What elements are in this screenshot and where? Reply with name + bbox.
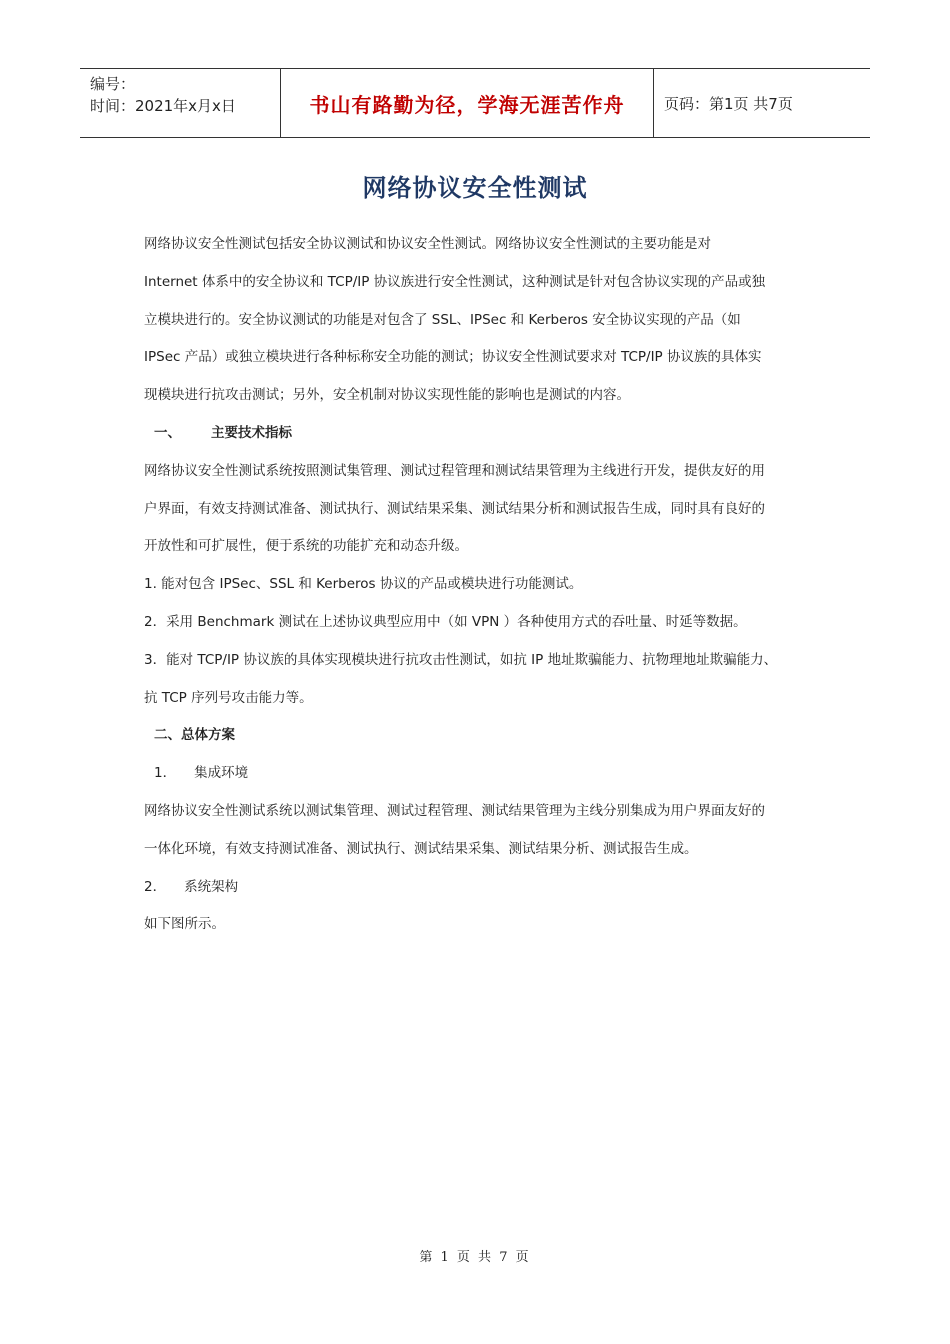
subsection-heading-1 <box>144 755 812 793</box>
document-number-label: 编号： <box>90 75 136 93</box>
intro-line: 现模块进行抗攻击测试；另外，安全机制对协议实现性能的影响也是测试的内容。 <box>144 387 630 404</box>
section-1-line: 开放性和可扩展性，便于系统的功能扩充和动态升级。 <box>144 538 468 555</box>
document-title: 网络协议安全性测试 <box>362 174 588 202</box>
intro-line: IPSec 产品）或独立模块进行各种标称安全功能的测试；协议安全性测试要求对 TCP/IP 协议族的具体实 <box>144 349 762 366</box>
page-footer: 第 1 页 共 7 页 <box>419 1250 531 1265</box>
header-motto-cell <box>281 69 654 137</box>
subsection-1-number: 1． <box>154 765 177 782</box>
intro-line: 立模块进行的。安全协议测试的功能是对包含了 SSL、IPSec 和 Kerberos 安全协议实现的产品（如 <box>144 311 741 328</box>
header-table <box>80 68 870 138</box>
closing-line: 如下图所示。 <box>144 916 225 933</box>
document-time-label: 时间：2021年x月x日 <box>90 97 236 115</box>
intro-line: Internet 体系中的安全协议和 TCP/IP 协议族进行安全性测试，这种测试是针对包含协议实现的产品或独 <box>144 273 766 290</box>
list-item: 2．采用 Benchmark 测试在上述协议典型应用中（如 VPN ）各种使用方式的吞吐量、时延等数据。 <box>144 613 747 630</box>
intro-line: 网络协议安全性测试包括安全协议测试和协议安全性测试。网络协议安全性测试的主要功能是对 <box>144 236 711 252</box>
subsection-1-title: 集成环境 <box>194 765 249 782</box>
document-body <box>144 226 812 944</box>
header-meta-cell <box>80 69 281 137</box>
section-1-title: 主要技术指标 <box>211 424 292 441</box>
header-page-cell <box>654 69 870 137</box>
subsection-heading-2 <box>144 869 812 907</box>
header-page-info: 页码：第1页 共7页 <box>664 94 793 113</box>
section-1-number: 一、 <box>154 424 181 441</box>
section-heading-1 <box>144 415 812 453</box>
list-item: 抗 TCP 序列号攻击能力等。 <box>144 689 313 706</box>
list-item: 1. 能对包含 IPSec、SSL 和 Kerberos 协议的产品或模块进行功能测试。 <box>144 576 583 593</box>
section-1-line: 户界面，有效支持测试准备、测试执行、测试结果采集、测试结果分析和测试报告生成，同时具有良好的 <box>144 500 765 517</box>
section-1-line: 网络协议安全性测试系统按照测试集管理、测试过程管理和测试结果管理为主线进行开发，提供友好的用 <box>144 462 765 479</box>
list-item: 3．能对 TCP/IP 协议族的具体实现模块进行抗攻击性测试，如抗 IP 地址欺骗能力、抗物理地址欺骗能力、 <box>144 651 778 668</box>
header-motto: 书山有路勤为径，学海无涯苦作舟 <box>309 92 625 117</box>
section-2-line: 一体化环境，有效支持测试准备、测试执行、测试结果采集、测试结果分析、测试报告生成。 <box>144 840 698 857</box>
subsection-2-number: 2． <box>144 878 167 895</box>
subsection-2-title: 系统架构 <box>184 878 239 895</box>
section-heading-2: 二、总体方案 <box>154 727 235 744</box>
section-2-line: 网络协议安全性测试系统以测试集管理、测试过程管理、测试结果管理为主线分别集成为用户界面友好的 <box>144 802 765 819</box>
